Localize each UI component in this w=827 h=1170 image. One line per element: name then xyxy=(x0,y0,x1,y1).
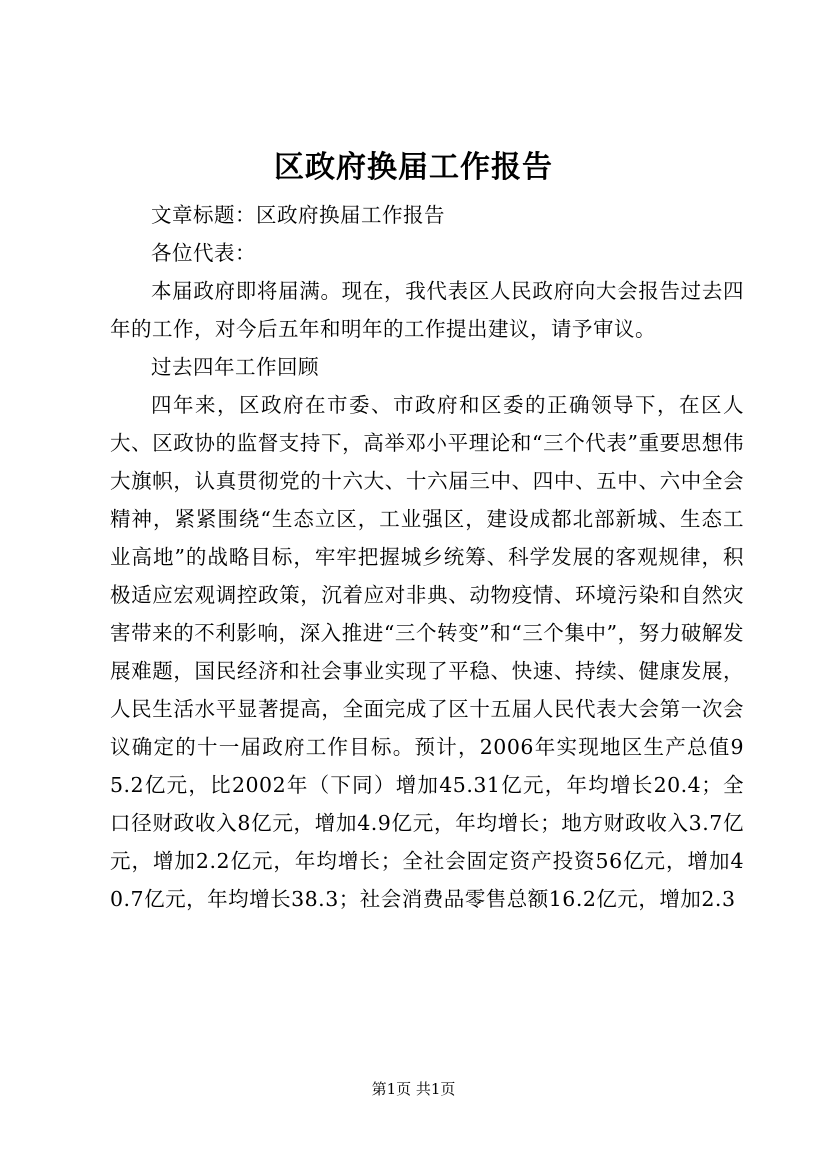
section-heading: 过去四年工作回顾 xyxy=(151,355,319,379)
article-title-line: 文章标题：区政府换届工作报告 xyxy=(151,203,445,227)
document-body xyxy=(110,196,744,918)
review-paragraph: 四年来，区政府在市委、市政府和区委的正确领导下，在区人大、区政协的监督支持下，高举邓小平理论和“三个代表”重要思想伟大旗帜，认真贯彻党的十六大、十六届三中、四中、五中、六中全会精神，紧紧围绕“生态立区，工业强区，建设成都北部新城、生态工业高地”的战略目标，牢牢把握城乡统筹、科学发展的客观规律，积极适应宏观调控政策，沉着应对非典、动物疫情、环境污染和自然灾害带来的不利影响，深入推进“三个转变”和“三个集中”，努力破解发展难题，国民经济和社会事业实现了平稳、快速、持续、健康发展，人民生活水平显著提高，全面完成了区十五届人民代表大会第一次会议确定的十一届政府工作目标。预计，2006年实现地区生产总值95.2亿元，比2002年（下同）增加45.31亿元，年均增长20.4；全口径财政收入8亿元，增加4.9亿元，年均增长；地方财政收入3.7亿元，增加2.2亿元，年均增长；全社会固定资产投资56亿元，增加40.7亿元，年均增长38.3；社会消费品零售总额16.2亿元，增加2.3 xyxy=(110,393,744,911)
intro-paragraph: 本届政府即将届满。现在，我代表区人民政府向大会报告过去四年的工作，对今后五年和明年的工作提出建议，请予审议。 xyxy=(110,279,744,341)
page-number: 第1页 共1页 xyxy=(371,1080,456,1098)
document-title: 区政府换届工作报告 xyxy=(274,150,553,185)
salutation: 各位代表： xyxy=(151,241,256,265)
